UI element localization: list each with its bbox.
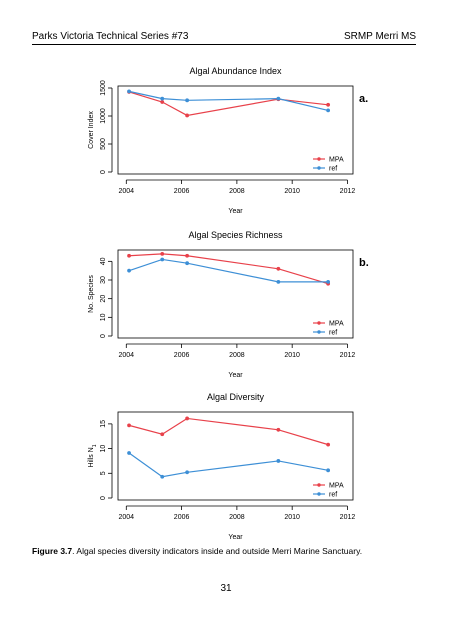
data-point-ref [276,280,280,284]
x-axis-label: Year [228,534,243,541]
data-point-ref [127,451,131,455]
y-tick-label: 0 [100,334,107,338]
x-tick-label: 2010 [284,514,300,521]
data-point-mpa [185,114,189,118]
header-series-title: Parks Victoria Technical Series #73 [32,31,189,42]
legend-label: ref [329,329,338,337]
x-tick-label: 2004 [118,514,135,521]
x-tick-label: 2008 [229,352,245,359]
data-point-mpa [276,267,280,271]
x-tick-label: 2010 [284,352,300,359]
legend-marker [317,157,320,160]
x-tick-label: 2010 [284,188,300,195]
data-point-ref [185,470,189,474]
series-line-mpa [129,254,328,284]
data-point-ref [326,468,330,472]
y-tick-label: 30 [100,276,107,284]
x-tick-label: 2004 [118,188,135,195]
series-line-ref [129,453,328,477]
legend-label: ref [329,491,338,499]
data-point-mpa [160,432,164,436]
y-tick-label: 10 [100,313,107,322]
x-tick-label: 2012 [339,188,356,195]
data-point-ref [160,97,164,101]
y-tick-label: 500 [100,138,107,150]
x-tick-label: 2008 [229,188,245,195]
legend-marker [317,492,320,495]
x-tick-label: 2004 [118,352,135,359]
y-tick-label: 10 [100,444,107,453]
x-tick-label: 2012 [339,352,356,359]
x-tick-label: 2006 [173,514,190,521]
header-report-title: SRMP Merri MS [343,31,416,42]
legend-label: MPA [329,482,344,490]
data-point-ref [326,109,330,113]
data-point-mpa [127,254,131,258]
legend-marker [317,483,320,486]
data-point-mpa [160,252,164,256]
y-tick-label: 20 [100,294,107,303]
plot-frame [118,412,353,500]
y-axis-label: Cover Index [88,111,95,149]
data-point-ref [127,269,131,273]
x-tick-label: 2006 [173,188,190,195]
page-number: 31 [220,583,232,594]
x-axis-label: Year [228,372,243,379]
header-rule [32,44,416,45]
y-tick-label: 15 [100,419,107,428]
legend-label: ref [329,165,338,173]
algal-abundance-chart [0,58,452,218]
legend-marker [317,330,320,333]
data-point-mpa [326,443,330,447]
chart-title: Algal Species Richness [188,230,283,240]
figure-caption-text: . Algal species diversity indicators inside and outside Merri Marine Sanctuary. [72,546,363,556]
data-point-mpa [185,254,189,258]
data-point-ref [185,98,189,102]
y-axis-label: No. Species [88,275,95,313]
data-point-ref [276,459,280,463]
x-tick-label: 2006 [173,352,190,359]
data-point-mpa [127,423,131,427]
legend-label: MPA [329,320,344,328]
y-axis-label: Hills $N_1$ [88,444,98,468]
legend-label: MPA [329,156,344,164]
x-axis-label: Year [228,208,243,215]
data-point-ref [160,258,164,262]
data-point-mpa [160,100,164,104]
y-tick-label: 1500 [100,80,107,96]
data-point-mpa [326,103,330,107]
data-point-mpa [185,417,189,421]
legend-marker [317,321,320,324]
data-point-ref [185,261,189,265]
y-tick-label: 40 [100,257,107,266]
y-axis-label-subscript: 1 [92,444,98,448]
data-point-ref [160,475,164,479]
legend-marker [317,166,320,169]
panel-label: a. [359,93,369,105]
algal-richness-chart [0,222,452,382]
algal-diversity-chart [0,384,452,544]
chart-title: Algal Diversity [206,392,265,402]
y-tick-label: 1000 [100,108,107,124]
panel-label: b. [359,257,369,269]
series-line-mpa [129,418,328,444]
figure-caption [32,546,362,556]
figure-label: Figure 3.7 [32,546,73,556]
data-point-ref [276,97,280,101]
data-point-mpa [276,428,280,432]
x-tick-label: 2012 [339,514,356,521]
data-point-ref [127,89,131,93]
data-point-ref [326,280,330,284]
x-tick-label: 2008 [229,514,245,521]
y-tick-label: 0 [100,496,107,500]
chart-title: Algal Abundance Index [189,66,282,76]
y-tick-label: 0 [100,170,107,174]
series-line-ref [129,259,328,281]
y-tick-label: 5 [100,471,107,476]
